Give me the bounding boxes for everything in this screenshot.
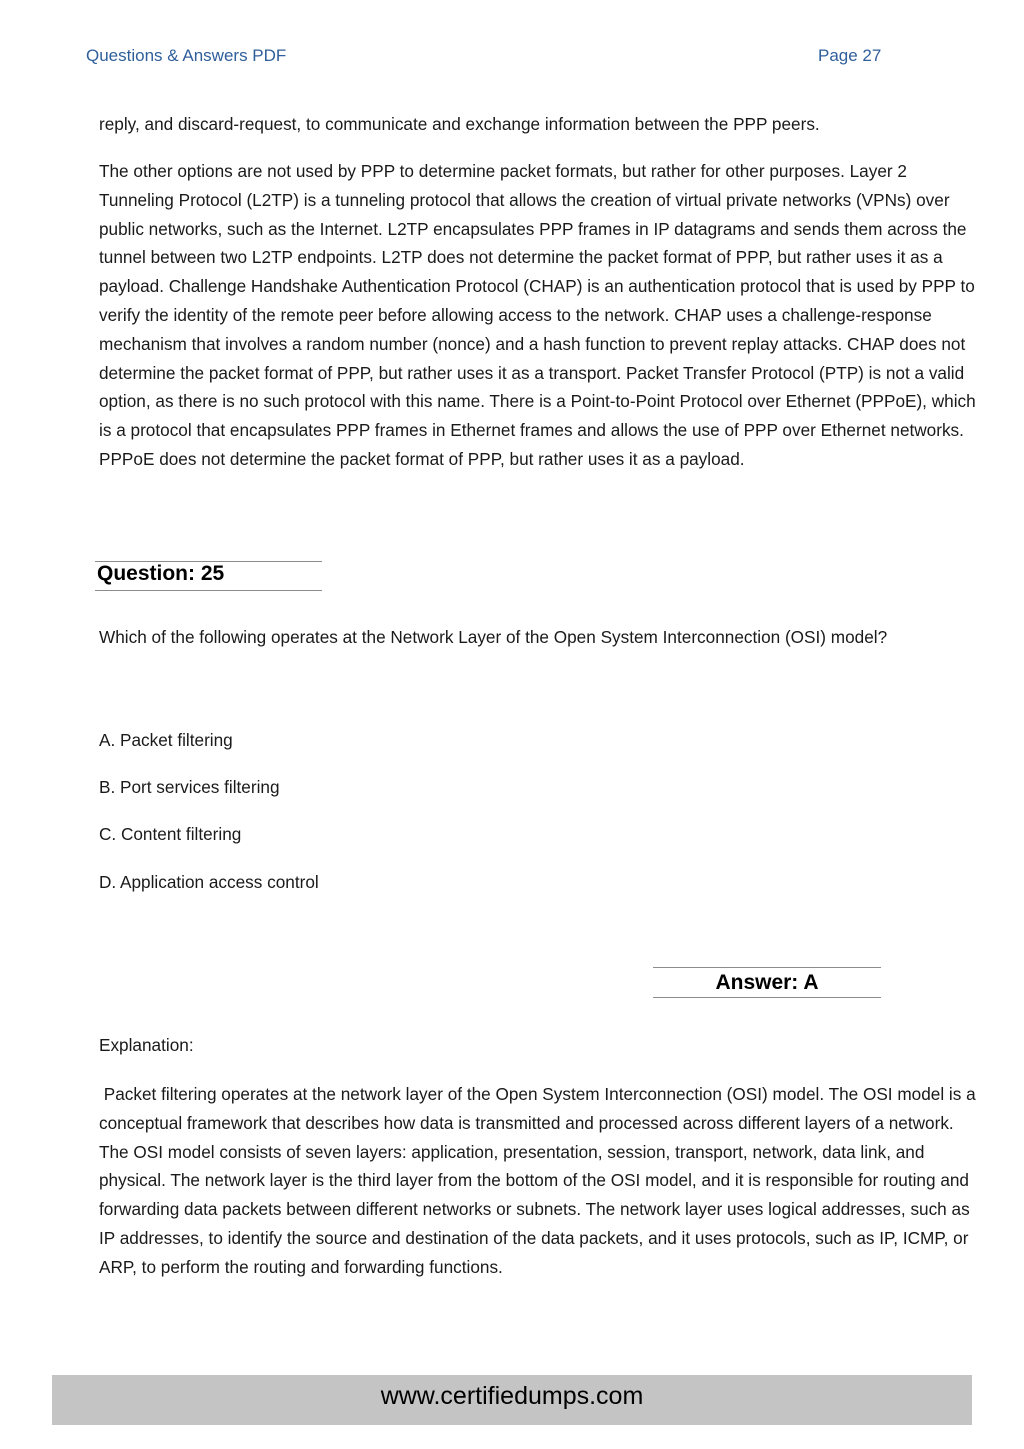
option-a: A. Packet filtering <box>99 730 233 750</box>
answer-title: Answer: A <box>715 971 819 994</box>
option-c: C. Content filtering <box>99 824 242 844</box>
answer-bottom-rule <box>653 997 881 998</box>
document-title: Questions & Answers PDF <box>86 46 287 65</box>
answer-top-rule <box>653 967 881 968</box>
explanation-label: Explanation: <box>99 1035 194 1055</box>
question-title: Question: 25 <box>97 562 225 585</box>
page-number: Page 27 <box>818 46 882 65</box>
previous-explanation-paragraph: The other options are not used by PPP to determine packet formats, but rather for other purposes. Layer 2 Tunneling Protocol (L2TP) is a tunneling protocol that allows the creation of virtual private networks (VPNs) over public networks, such as the Internet. L2TP encapsulates PPP frames in IP datagrams and sends them across the tunnel between two L2TP endpoints. L2TP does not determine the packet format of PPP, but rather uses it as a payload. Challenge Handshake Authentication Protocol (CHAP) is an authentication protocol that is used by PPP to verify the identity of the remote peer before allowing access to the network. CHAP uses a challenge-response mechanism that involves a random number (nonce) and a hash function to prevent replay attacks. CHAP does not determine the packet format of PPP, but rather uses it as a transport. Packet Transfer Protocol (PTP) is not a valid option, as there is no such protocol with this name. There is a Point-to-Point Protocol over Ethernet (PPPoE), which is a protocol that encapsulates PPP frames in Ethernet frames and allows the use of PPP over Ethernet networks. PPPoE does not determine the packet format of PPP, but rather uses it as a payload. <box>99 161 976 469</box>
explanation-text: Packet filtering operates at the network layer of the Open System Interconnection (OSI) model. The OSI model is a conceptual framework that describes how data is transmitted and processed across different layers of a network. The OSI model consists of seven layers: application, presentation, session, transport, network, data link, and physical. The network layer is the third layer from the bottom of the OSI model, and it is responsible for routing and forwarding data packets between different networks or subnets. The network layer uses logical addresses, such as IP addresses, to identify the source and destination of the data packets, and it uses protocols, such as IP, ICMP, or ARP, to perform the routing and forwarding functions. <box>99 1084 981 1277</box>
option-d: D. Application access control <box>99 872 319 892</box>
question-prompt: Which of the following operates at the Network Layer of the Open System Interconnection (OSI) model? <box>99 627 888 647</box>
footer-bar <box>52 1375 972 1425</box>
question-bottom-rule <box>95 590 322 591</box>
footer-website: www.certifiedumps.com <box>380 1382 644 1410</box>
option-b: B. Port services filtering <box>99 777 280 797</box>
previous-explanation-continuation: reply, and discard-request, to communicate and exchange information between the PPP peers. <box>99 114 820 134</box>
